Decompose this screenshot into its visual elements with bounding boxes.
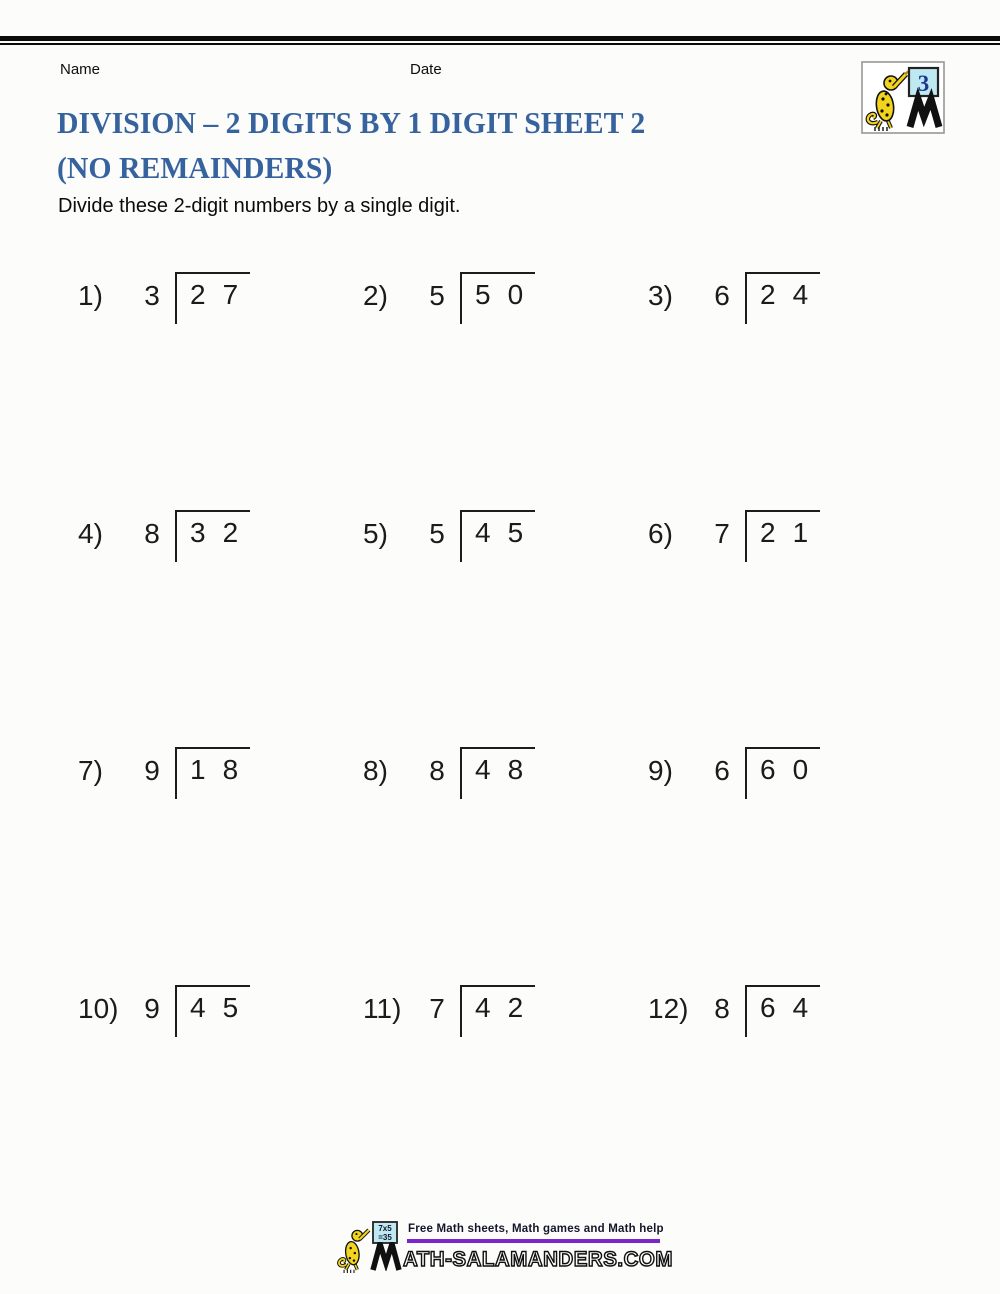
site-name-text: ATH-SALAMANDERS.COM (403, 1246, 673, 1271)
dividend-digit: 0 (507, 279, 524, 310)
problem-label: 8) (363, 755, 388, 786)
dividend-digit: 4 (792, 991, 809, 1023)
top-rule (0, 36, 1000, 45)
problem-label: 4) (78, 517, 103, 549)
problem-4 (78, 500, 363, 738)
problem-7 (78, 737, 363, 975)
dividend-digit: 8 (222, 754, 239, 785)
divisor: 3 (144, 280, 160, 311)
dividend-digit: 1 (190, 754, 206, 785)
dividend-digit: 4 (792, 279, 809, 310)
grade-number: 3 (917, 71, 930, 96)
problem-label: 11) (363, 992, 402, 1024)
division-bracket (745, 510, 820, 562)
board-line2: =35 (378, 1233, 392, 1242)
dividend-digit: 6 (760, 754, 776, 785)
division-bracket (460, 985, 535, 1037)
dividend-digit: 2 (190, 279, 206, 310)
board-line1: 7x5 (378, 1224, 392, 1233)
divisor: 7 (714, 517, 730, 549)
salamander-icon (334, 1225, 374, 1273)
grade-board (909, 68, 938, 96)
problem-5 (363, 500, 648, 738)
divisor: 6 (714, 280, 730, 311)
date-label: Date (410, 61, 442, 78)
division-bracket (745, 985, 820, 1037)
divisor: 8 (714, 992, 730, 1024)
problem-1 (78, 262, 363, 500)
dividend-digit: 4 (475, 516, 491, 548)
footer-brand (332, 1220, 682, 1280)
grade-logo-graphic (861, 61, 945, 134)
dividend-digit: 5 (507, 516, 524, 548)
page-title: DIVISION – 2 DIGITS BY 1 DIGIT SHEET 2 (57, 105, 646, 140)
dividend-digit: 2 (760, 516, 776, 548)
site-wordmark (370, 1242, 673, 1271)
dividend-digit: 2 (760, 279, 776, 310)
problems-grid (78, 262, 933, 1212)
division-bracket (460, 510, 535, 562)
problem-3 (648, 262, 933, 500)
top-rule-thick (0, 36, 1000, 41)
dividend-digit: 5 (475, 279, 491, 310)
problem-label: 3) (648, 280, 673, 311)
dividend-digit: 4 (475, 991, 491, 1023)
dividend-digit: 8 (507, 754, 524, 785)
division-bracket (460, 272, 535, 324)
problem-label: 2) (363, 280, 388, 311)
name-label: Name (60, 61, 101, 78)
divisor: 7 (429, 992, 445, 1024)
dividend-digit: 3 (190, 516, 206, 548)
division-bracket (460, 747, 535, 799)
divisor: 6 (714, 755, 730, 786)
divisor: 9 (144, 755, 160, 786)
math-board-icon (372, 1221, 398, 1244)
dividend-digit: 1 (792, 516, 809, 548)
division-bracket (745, 272, 820, 324)
problem-label: 1) (78, 280, 103, 311)
problem-label: 7) (78, 755, 103, 786)
problem-label: 5) (363, 517, 388, 549)
m-glyph-icon (370, 1242, 402, 1271)
division-bracket (175, 747, 250, 799)
divisor: 9 (144, 992, 160, 1024)
division-bracket (175, 272, 250, 324)
divisor: 5 (429, 517, 445, 549)
problem-6 (648, 500, 933, 738)
dividend-digit: 2 (222, 516, 239, 548)
division-bracket (745, 747, 820, 799)
divisor: 8 (429, 755, 445, 786)
problem-8 (363, 737, 648, 975)
problem-label: 10) (78, 992, 119, 1024)
page-subtitle: (NO REMAINDERS) (57, 150, 333, 185)
problem-12 (648, 975, 933, 1213)
footer-tagline: Free Math sheets, Math games and Math help (408, 1223, 664, 1235)
instruction-text: Divide these 2-digit numbers by a single digit. (58, 195, 461, 217)
problem-2 (363, 262, 648, 500)
dividend-digit: 2 (507, 991, 524, 1023)
dividend-digit: 6 (760, 991, 776, 1023)
problem-10 (78, 975, 363, 1213)
division-bracket (175, 985, 250, 1037)
dividend-digit: 7 (222, 279, 239, 310)
grade-logo (861, 61, 945, 134)
problem-label: 6) (648, 517, 673, 549)
problem-9 (648, 737, 933, 975)
division-bracket (175, 510, 250, 562)
problem-label: 12) (648, 992, 689, 1024)
dividend-digit: 4 (475, 754, 491, 785)
problem-label: 9) (648, 755, 673, 786)
divisor: 5 (429, 280, 445, 311)
divisor: 8 (144, 517, 160, 549)
problem-11 (363, 975, 648, 1213)
dividend-digit: 0 (792, 754, 809, 785)
dividend-digit: 4 (190, 991, 206, 1023)
top-rule-thin (0, 43, 1000, 45)
dividend-digit: 5 (222, 991, 239, 1023)
